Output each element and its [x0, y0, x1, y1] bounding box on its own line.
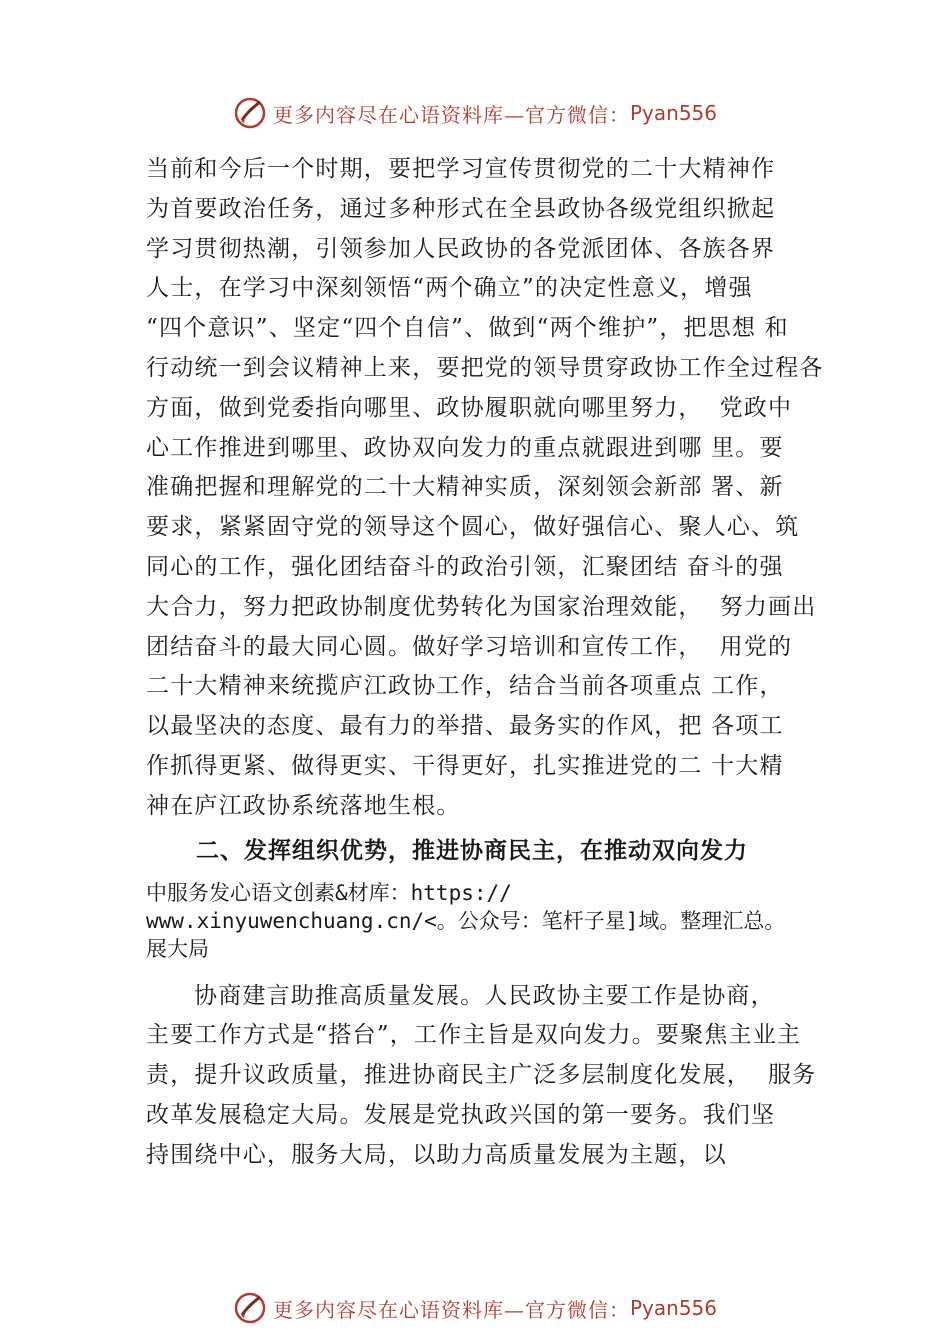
source-line: 中服务发心语文创素&材库：https://: [146, 880, 512, 905]
banner-text: 更多内容尽在心语资料库—官方微信：: [272, 102, 630, 127]
text-line: 心工作推进到哪里、政协双向发力的重点就跟进到哪 里。要: [146, 434, 784, 461]
text-line: 作抓得更紧、做得更实、干得更好，扎实推进党的二 十大精: [146, 752, 784, 779]
source-note: [146, 879, 846, 963]
text-line: 学习贯彻热潮，引领参加人民政协的各党派团体、各族各界: [146, 235, 776, 262]
brush-logo-icon: [233, 96, 267, 130]
text-line: 持围绕中心，服务大局，以助力高质量发展为主题，以: [146, 1141, 727, 1168]
source-line: 展大局: [146, 936, 209, 961]
text-line: 大合力，努力把政协制度优势转化为国家治理效能， 努力画出: [146, 593, 817, 620]
text-line: 改革发展稳定大局。发展是党执政兴国的第一要务。我们坚: [146, 1101, 776, 1128]
document-body: [146, 150, 846, 1176]
text-line: 同心的工作，强化团结奋斗的政治引领，汇聚团结 奋斗的强: [146, 553, 784, 580]
text-line: 协商建言助推高质量发展。人民政协主要工作是协商，: [194, 982, 775, 1009]
text-line: 团结奋斗的最大同心圆。做好学习培训和宣传工作， 用党的: [146, 633, 793, 660]
text-line: 责，提升议政质量，推进协商民主广泛多层制度化发展， 服务: [146, 1062, 817, 1089]
text-line: 二十大精神来统揽庐江政协工作，结合当前各项重点 工作，: [146, 673, 784, 700]
text-line: 行动统一到会议精神上来，要把党的领导贯穿政协工作全过程各: [146, 354, 824, 381]
text-line: “四个意识”、坚定“四个自信”、做到“两个维护”，把思想 和: [146, 315, 789, 342]
text-line: 主要工作方式是“搭台”，工作主旨是双向发力。要聚焦主业主: [146, 1022, 802, 1049]
text-line: 要求，紧紧固守党的领导这个圆心，做好强信心、聚人心、筑: [146, 514, 800, 541]
text-line: 神在庐江政协系统落地生根。: [146, 792, 461, 819]
banner-text: 更多内容尽在心语资料库—官方微信：: [272, 1297, 630, 1322]
section-heading-2: 二、发挥组织优势，推进协商民主，在推动双向发力: [196, 837, 748, 864]
header-watermark-banner: [0, 93, 950, 133]
brush-logo-icon: [233, 1291, 267, 1325]
text-line: 为首要政治任务，通过多种形式在全县政协各级党组织掀起: [146, 195, 776, 222]
text-line: 当前和今后一个时期，要把学习宣传贯彻党的二十大精神作: [146, 156, 776, 182]
paragraph-1: [146, 150, 846, 827]
banner-handle: Pyan556: [629, 101, 717, 125]
text-line: 方面，做到党委指向哪里、政协履职就向哪里努力， 党政中: [146, 394, 793, 421]
footer-watermark-banner: [0, 1288, 950, 1328]
banner-handle: Pyan556: [629, 1296, 717, 1320]
source-line: www.xinyuwenchuang.cn/<。公众号：笔杆子星]域。整理汇总。: [146, 908, 786, 933]
text-line: 以最坚决的态度、最有力的举措、最务实的作风，把 各项工: [146, 713, 784, 740]
text-line: 人士，在学习中深刻领悟“两个确立”的决定性意义，增强: [146, 275, 753, 302]
text-line: 准确把握和理解党的二十大精神实质，深刻领会新部 署、新: [146, 474, 784, 501]
paragraph-2: [146, 977, 846, 1176]
